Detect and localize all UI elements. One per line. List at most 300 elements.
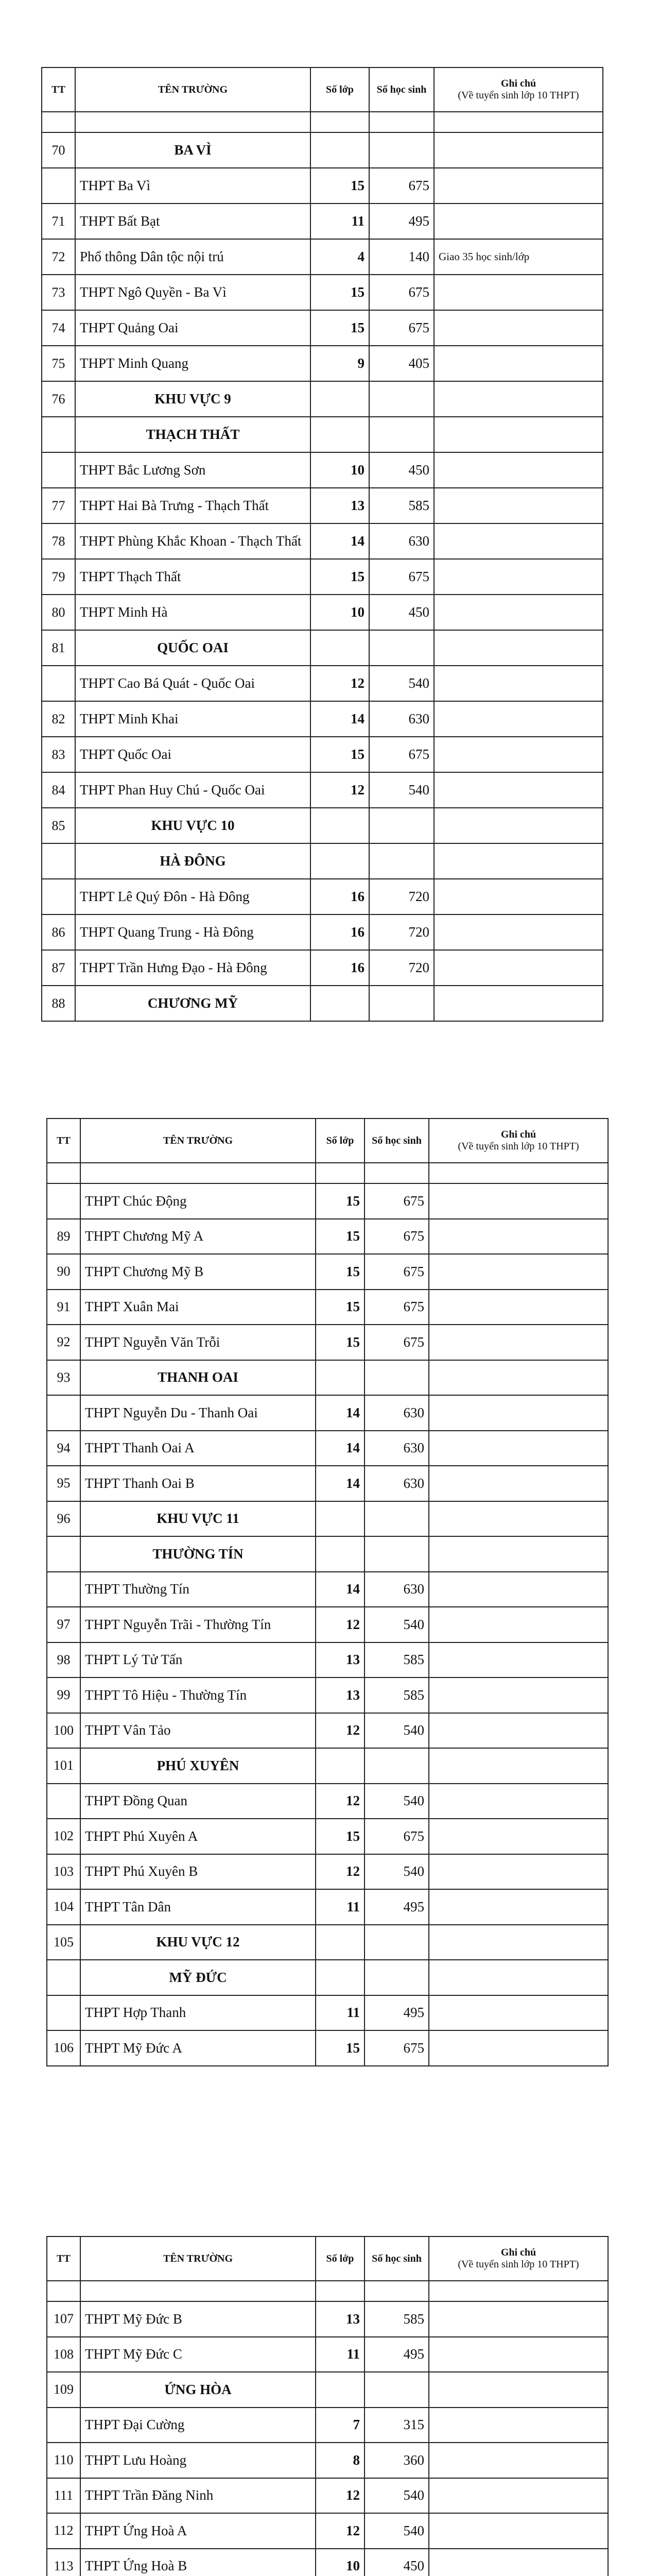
note-cell [429, 1960, 608, 1995]
row-number: 82 [42, 701, 75, 737]
school-name: PHÚ XUYÊN [80, 1748, 316, 1784]
note-cell: Giao 35 học sinh/lớp [434, 239, 603, 275]
class-count [310, 417, 369, 452]
note-cell [429, 2337, 608, 2372]
note-cell [429, 1642, 608, 1678]
school-name [80, 1163, 316, 1183]
class-count [310, 132, 369, 168]
class-count: 14 [316, 1431, 365, 1466]
note-cell [429, 1254, 608, 1290]
row-number: 76 [42, 381, 75, 417]
class-count [316, 1163, 365, 1183]
student-count: 675 [369, 168, 434, 204]
school-name: THPT Mỹ Đức A [80, 2030, 316, 2066]
student-count: 540 [369, 666, 434, 701]
header-note-title: Ghi chú [500, 1129, 536, 1140]
note-cell [429, 2281, 608, 2301]
student-count: 720 [369, 879, 434, 914]
note-cell [434, 381, 603, 417]
note-cell [429, 1290, 608, 1325]
row-number [47, 1183, 80, 1219]
student-count: 630 [365, 1466, 429, 1501]
class-count: 16 [310, 950, 369, 986]
note-cell [434, 772, 603, 808]
school-name: THPT Lưu Hoàng [80, 2443, 316, 2478]
row-number: 70 [42, 132, 75, 168]
note-cell [434, 523, 603, 559]
table-row [47, 1713, 608, 1749]
table-row [42, 737, 603, 772]
class-count: 12 [316, 1607, 365, 1642]
note-cell [434, 914, 603, 950]
table-row [42, 595, 603, 630]
class-count: 10 [316, 2549, 365, 2576]
note-cell [434, 737, 603, 772]
class-count [310, 630, 369, 666]
row-number: 103 [47, 1854, 80, 1890]
student-count [365, 1925, 429, 1960]
table-header-row [42, 67, 603, 112]
student-count [369, 417, 434, 452]
row-number: 97 [47, 1607, 80, 1642]
student-count: 450 [369, 595, 434, 630]
row-number [47, 2408, 80, 2443]
table-header-row [47, 2236, 608, 2281]
note-cell [434, 808, 603, 843]
student-count: 540 [365, 1713, 429, 1749]
student-count: 585 [365, 1677, 429, 1713]
note-cell [434, 559, 603, 595]
group-row [47, 2372, 608, 2408]
school-name: THPT Vân Tảo [80, 1713, 316, 1749]
class-count: 11 [316, 1889, 365, 1925]
student-count: 675 [365, 1219, 429, 1255]
class-count: 7 [316, 2408, 365, 2443]
table-row [47, 1325, 608, 1360]
note-cell [434, 630, 603, 666]
row-number: 110 [47, 2443, 80, 2478]
header-students: Số học sinh [369, 67, 434, 112]
school-name: THPT Cao Bá Quát - Quốc Oai [75, 666, 310, 701]
student-count: 495 [365, 1889, 429, 1925]
student-count [369, 132, 434, 168]
row-number: 109 [47, 2372, 80, 2408]
school-name: THPT Hai Bà Trưng - Thạch Thất [75, 488, 310, 523]
class-count: 13 [316, 1642, 365, 1678]
row-number: 87 [42, 950, 75, 986]
note-cell [434, 452, 603, 488]
header-students: Số học sinh [365, 2236, 429, 2281]
note-cell [434, 701, 603, 737]
table-row [47, 1819, 608, 1854]
table-row [42, 204, 603, 239]
student-count: 450 [369, 452, 434, 488]
blank-row [47, 1163, 608, 1183]
row-number: 84 [42, 772, 75, 808]
school-name: THPT Quảng Oai [75, 310, 310, 346]
class-count: 14 [310, 701, 369, 737]
class-count: 10 [310, 452, 369, 488]
note-cell [429, 1325, 608, 1360]
student-count: 720 [369, 914, 434, 950]
row-number: 104 [47, 1889, 80, 1925]
note-cell [429, 1395, 608, 1431]
class-count: 15 [310, 275, 369, 310]
class-count: 15 [316, 2030, 365, 2066]
document-page-1 [41, 67, 602, 1022]
row-number: 72 [42, 239, 75, 275]
table-row [42, 666, 603, 701]
class-count [316, 1925, 365, 1960]
student-count [369, 381, 434, 417]
school-name: KHU VỰC 10 [75, 808, 310, 843]
header-note-subtitle: (Về tuyển sinh lớp 10 THPT) [458, 90, 579, 101]
class-count: 14 [310, 523, 369, 559]
note-cell [429, 2513, 608, 2549]
school-name: THPT Lê Quý Đôn - Hà Đông [75, 879, 310, 914]
school-name: BA VÌ [75, 132, 310, 168]
note-cell [429, 1501, 608, 1537]
student-count [365, 1163, 429, 1183]
note-cell [429, 1536, 608, 1572]
table-row [47, 1254, 608, 1290]
note-cell [434, 879, 603, 914]
class-count [316, 1360, 365, 1396]
group-row [47, 1925, 608, 1960]
school-name: KHU VỰC 12 [80, 1925, 316, 1960]
note-cell [429, 1183, 608, 1219]
row-number [47, 1960, 80, 1995]
class-count [316, 1536, 365, 1572]
note-cell [429, 2443, 608, 2478]
note-cell [429, 1572, 608, 1607]
student-count [365, 1360, 429, 1396]
school-name: THPT Xuân Mai [80, 1290, 316, 1325]
student-count: 675 [365, 1290, 429, 1325]
row-number: 86 [42, 914, 75, 950]
group-row [42, 808, 603, 843]
class-count: 10 [310, 595, 369, 630]
student-count [369, 808, 434, 843]
header-classes: Số lớp [316, 1118, 365, 1163]
school-table-3 [46, 2236, 609, 2576]
school-name: THPT Phú Xuyên B [80, 1854, 316, 1890]
table-row [47, 2301, 608, 2337]
school-name: THPT Đồng Quan [80, 1784, 316, 1819]
note-cell [434, 950, 603, 986]
student-count [365, 2281, 429, 2301]
student-count [369, 986, 434, 1021]
note-cell [434, 417, 603, 452]
row-number: 80 [42, 595, 75, 630]
class-count [310, 808, 369, 843]
note-cell [429, 1784, 608, 1819]
school-name: THPT Bất Bạt [75, 204, 310, 239]
student-count: 540 [365, 1784, 429, 1819]
row-number: 90 [47, 1254, 80, 1290]
school-name: THẠCH THẤT [75, 417, 310, 452]
table-row [42, 168, 603, 204]
row-number: 79 [42, 559, 75, 595]
table-row [47, 2549, 608, 2576]
class-count: 15 [310, 310, 369, 346]
note-cell [429, 1431, 608, 1466]
row-number: 89 [47, 1219, 80, 1255]
note-cell [434, 488, 603, 523]
class-count: 11 [310, 204, 369, 239]
school-name: THPT Nguyễn Du - Thanh Oai [80, 1395, 316, 1431]
group-row [47, 1748, 608, 1784]
table-row [47, 1466, 608, 1501]
row-number: 88 [42, 986, 75, 1021]
school-name: THƯỜNG TÍN [80, 1536, 316, 1572]
row-number: 98 [47, 1642, 80, 1678]
school-table-1 [41, 67, 603, 1022]
school-name: THPT Thạch Thất [75, 559, 310, 595]
class-count: 16 [310, 914, 369, 950]
class-count: 11 [316, 2337, 365, 2372]
school-name: HÀ ĐÔNG [75, 843, 310, 879]
row-number [42, 452, 75, 488]
row-number: 83 [42, 737, 75, 772]
group-row [42, 843, 603, 879]
table-row [42, 310, 603, 346]
row-number: 112 [47, 2513, 80, 2549]
school-name: THPT Nguyễn Văn Trỗi [80, 1325, 316, 1360]
table-row [47, 1677, 608, 1713]
row-number: 108 [47, 2337, 80, 2372]
student-count [365, 1960, 429, 1995]
student-count: 675 [369, 310, 434, 346]
school-name: THPT Nguyễn Trãi - Thường Tín [80, 1607, 316, 1642]
class-count: 13 [316, 1677, 365, 1713]
student-count: 315 [365, 2408, 429, 2443]
class-count: 14 [316, 1395, 365, 1431]
school-name: KHU VỰC 11 [80, 1501, 316, 1537]
student-count: 585 [365, 1642, 429, 1678]
class-count [316, 2372, 365, 2408]
school-name: THPT Lý Tử Tấn [80, 1642, 316, 1678]
group-row [42, 132, 603, 168]
school-name: THPT Ứng Hoà B [80, 2549, 316, 2576]
note-cell [434, 168, 603, 204]
table-row [47, 2443, 608, 2478]
row-number: 71 [42, 204, 75, 239]
note-cell [429, 2372, 608, 2408]
student-count: 360 [365, 2443, 429, 2478]
header-tt: TT [47, 1118, 80, 1163]
header-note-title: Ghi chú [500, 2247, 536, 2258]
note-cell [429, 1607, 608, 1642]
school-name: ỨNG HÒA [80, 2372, 316, 2408]
table-row [47, 1607, 608, 1642]
school-name: THPT Ngô Quyền - Ba Vì [75, 275, 310, 310]
document-page-2 [46, 1118, 608, 2066]
school-name: THPT Thanh Oai B [80, 1466, 316, 1501]
row-number [42, 666, 75, 701]
student-count [365, 1536, 429, 1572]
student-count: 675 [369, 737, 434, 772]
class-count: 15 [316, 1183, 365, 1219]
student-count [365, 2372, 429, 2408]
note-cell [434, 346, 603, 381]
table-row [47, 2408, 608, 2443]
row-number: 113 [47, 2549, 80, 2576]
header-students: Số học sinh [365, 1118, 429, 1163]
note-cell [434, 843, 603, 879]
student-count: 495 [369, 204, 434, 239]
class-count: 9 [310, 346, 369, 381]
school-name: THPT Quang Trung - Hà Đông [75, 914, 310, 950]
student-count: 720 [369, 950, 434, 986]
row-number: 75 [42, 346, 75, 381]
class-count: 12 [316, 1784, 365, 1819]
student-count: 630 [369, 523, 434, 559]
student-count: 675 [365, 1254, 429, 1290]
class-count: 8 [316, 2443, 365, 2478]
class-count [310, 112, 369, 132]
header-classes: Số lớp [316, 2236, 365, 2281]
header-note-subtitle: (Về tuyển sinh lớp 10 THPT) [458, 2259, 579, 2270]
table-row [47, 2030, 608, 2066]
student-count [365, 1501, 429, 1537]
note-cell [434, 310, 603, 346]
table-row [47, 1784, 608, 1819]
student-count: 540 [365, 1854, 429, 1890]
group-row [47, 1536, 608, 1572]
student-count: 675 [365, 1183, 429, 1219]
class-count: 15 [316, 1325, 365, 1360]
table-row [42, 346, 603, 381]
class-count: 13 [316, 2301, 365, 2337]
class-count: 12 [310, 772, 369, 808]
student-count: 585 [365, 2301, 429, 2337]
note-cell [429, 2301, 608, 2337]
note-cell [434, 112, 603, 132]
table-row [42, 523, 603, 559]
header-note-subtitle: (Về tuyển sinh lớp 10 THPT) [458, 1141, 579, 1152]
table-row [42, 701, 603, 737]
class-count: 15 [310, 168, 369, 204]
row-number [42, 168, 75, 204]
row-number: 107 [47, 2301, 80, 2337]
note-cell [429, 1713, 608, 1749]
row-number [42, 843, 75, 879]
class-count: 4 [310, 239, 369, 275]
student-count: 675 [369, 559, 434, 595]
note-cell [429, 2478, 608, 2514]
student-count: 540 [369, 772, 434, 808]
student-count: 495 [365, 1995, 429, 2031]
student-count [369, 630, 434, 666]
table-row [47, 1183, 608, 1219]
school-name: CHƯƠNG MỸ [75, 986, 310, 1021]
school-name: THPT Thường Tín [80, 1572, 316, 1607]
row-number [42, 879, 75, 914]
row-number [47, 2281, 80, 2301]
note-cell [429, 1466, 608, 1501]
note-cell [429, 1819, 608, 1854]
table-row [47, 1219, 608, 1255]
group-row [42, 630, 603, 666]
class-count: 15 [316, 1219, 365, 1255]
class-count [316, 1960, 365, 1995]
table-row [42, 275, 603, 310]
school-name: THANH OAI [80, 1360, 316, 1396]
school-name [75, 112, 310, 132]
student-count: 630 [365, 1572, 429, 1607]
row-number [42, 112, 75, 132]
row-number: 92 [47, 1325, 80, 1360]
class-count [310, 381, 369, 417]
class-count: 15 [310, 559, 369, 595]
school-name: THPT Phú Xuyên A [80, 1819, 316, 1854]
blank-row [47, 2281, 608, 2301]
row-number [47, 1163, 80, 1183]
school-name: THPT Mỹ Đức C [80, 2337, 316, 2372]
school-name: KHU VỰC 9 [75, 381, 310, 417]
class-count: 13 [310, 488, 369, 523]
note-cell [434, 275, 603, 310]
school-name: THPT Chương Mỹ B [80, 1254, 316, 1290]
row-number: 102 [47, 1819, 80, 1854]
group-row [47, 1360, 608, 1396]
note-cell [429, 1360, 608, 1396]
row-number: 105 [47, 1925, 80, 1960]
row-number [47, 1995, 80, 2031]
table-row [42, 559, 603, 595]
note-cell [434, 204, 603, 239]
school-name: Phổ thông Dân tộc nội trú [75, 239, 310, 275]
table-row [42, 452, 603, 488]
class-count: 15 [316, 1819, 365, 1854]
header-school-name: TÊN TRƯỜNG [75, 67, 310, 112]
class-count: 15 [310, 737, 369, 772]
table-row [47, 2337, 608, 2372]
table-row [47, 2513, 608, 2549]
row-number: 74 [42, 310, 75, 346]
school-name: THPT Ứng Hoà A [80, 2513, 316, 2549]
student-count: 675 [369, 275, 434, 310]
row-number: 93 [47, 1360, 80, 1396]
class-count [316, 2281, 365, 2301]
header-tt: TT [42, 67, 75, 112]
school-name [80, 2281, 316, 2301]
school-name: THPT Minh Hà [75, 595, 310, 630]
document-page-3 [46, 2236, 608, 2576]
table-row [47, 1572, 608, 1607]
school-name: THPT Tân Dân [80, 1889, 316, 1925]
school-name: MỸ ĐỨC [80, 1960, 316, 1995]
class-count: 12 [316, 2478, 365, 2514]
table-row [42, 239, 603, 275]
row-number: 73 [42, 275, 75, 310]
table-row [47, 1889, 608, 1925]
row-number [47, 1784, 80, 1819]
school-name: THPT Đại Cường [80, 2408, 316, 2443]
school-name: THPT Chúc Động [80, 1183, 316, 1219]
row-number [47, 1536, 80, 1572]
note-cell [429, 1854, 608, 1890]
note-cell [429, 1995, 608, 2031]
note-cell [429, 1219, 608, 1255]
school-name: THPT Mỹ Đức B [80, 2301, 316, 2337]
group-row [42, 986, 603, 1021]
class-count: 12 [316, 2513, 365, 2549]
student-count: 630 [369, 701, 434, 737]
table-row [47, 1995, 608, 2031]
school-name: THPT Minh Quang [75, 346, 310, 381]
